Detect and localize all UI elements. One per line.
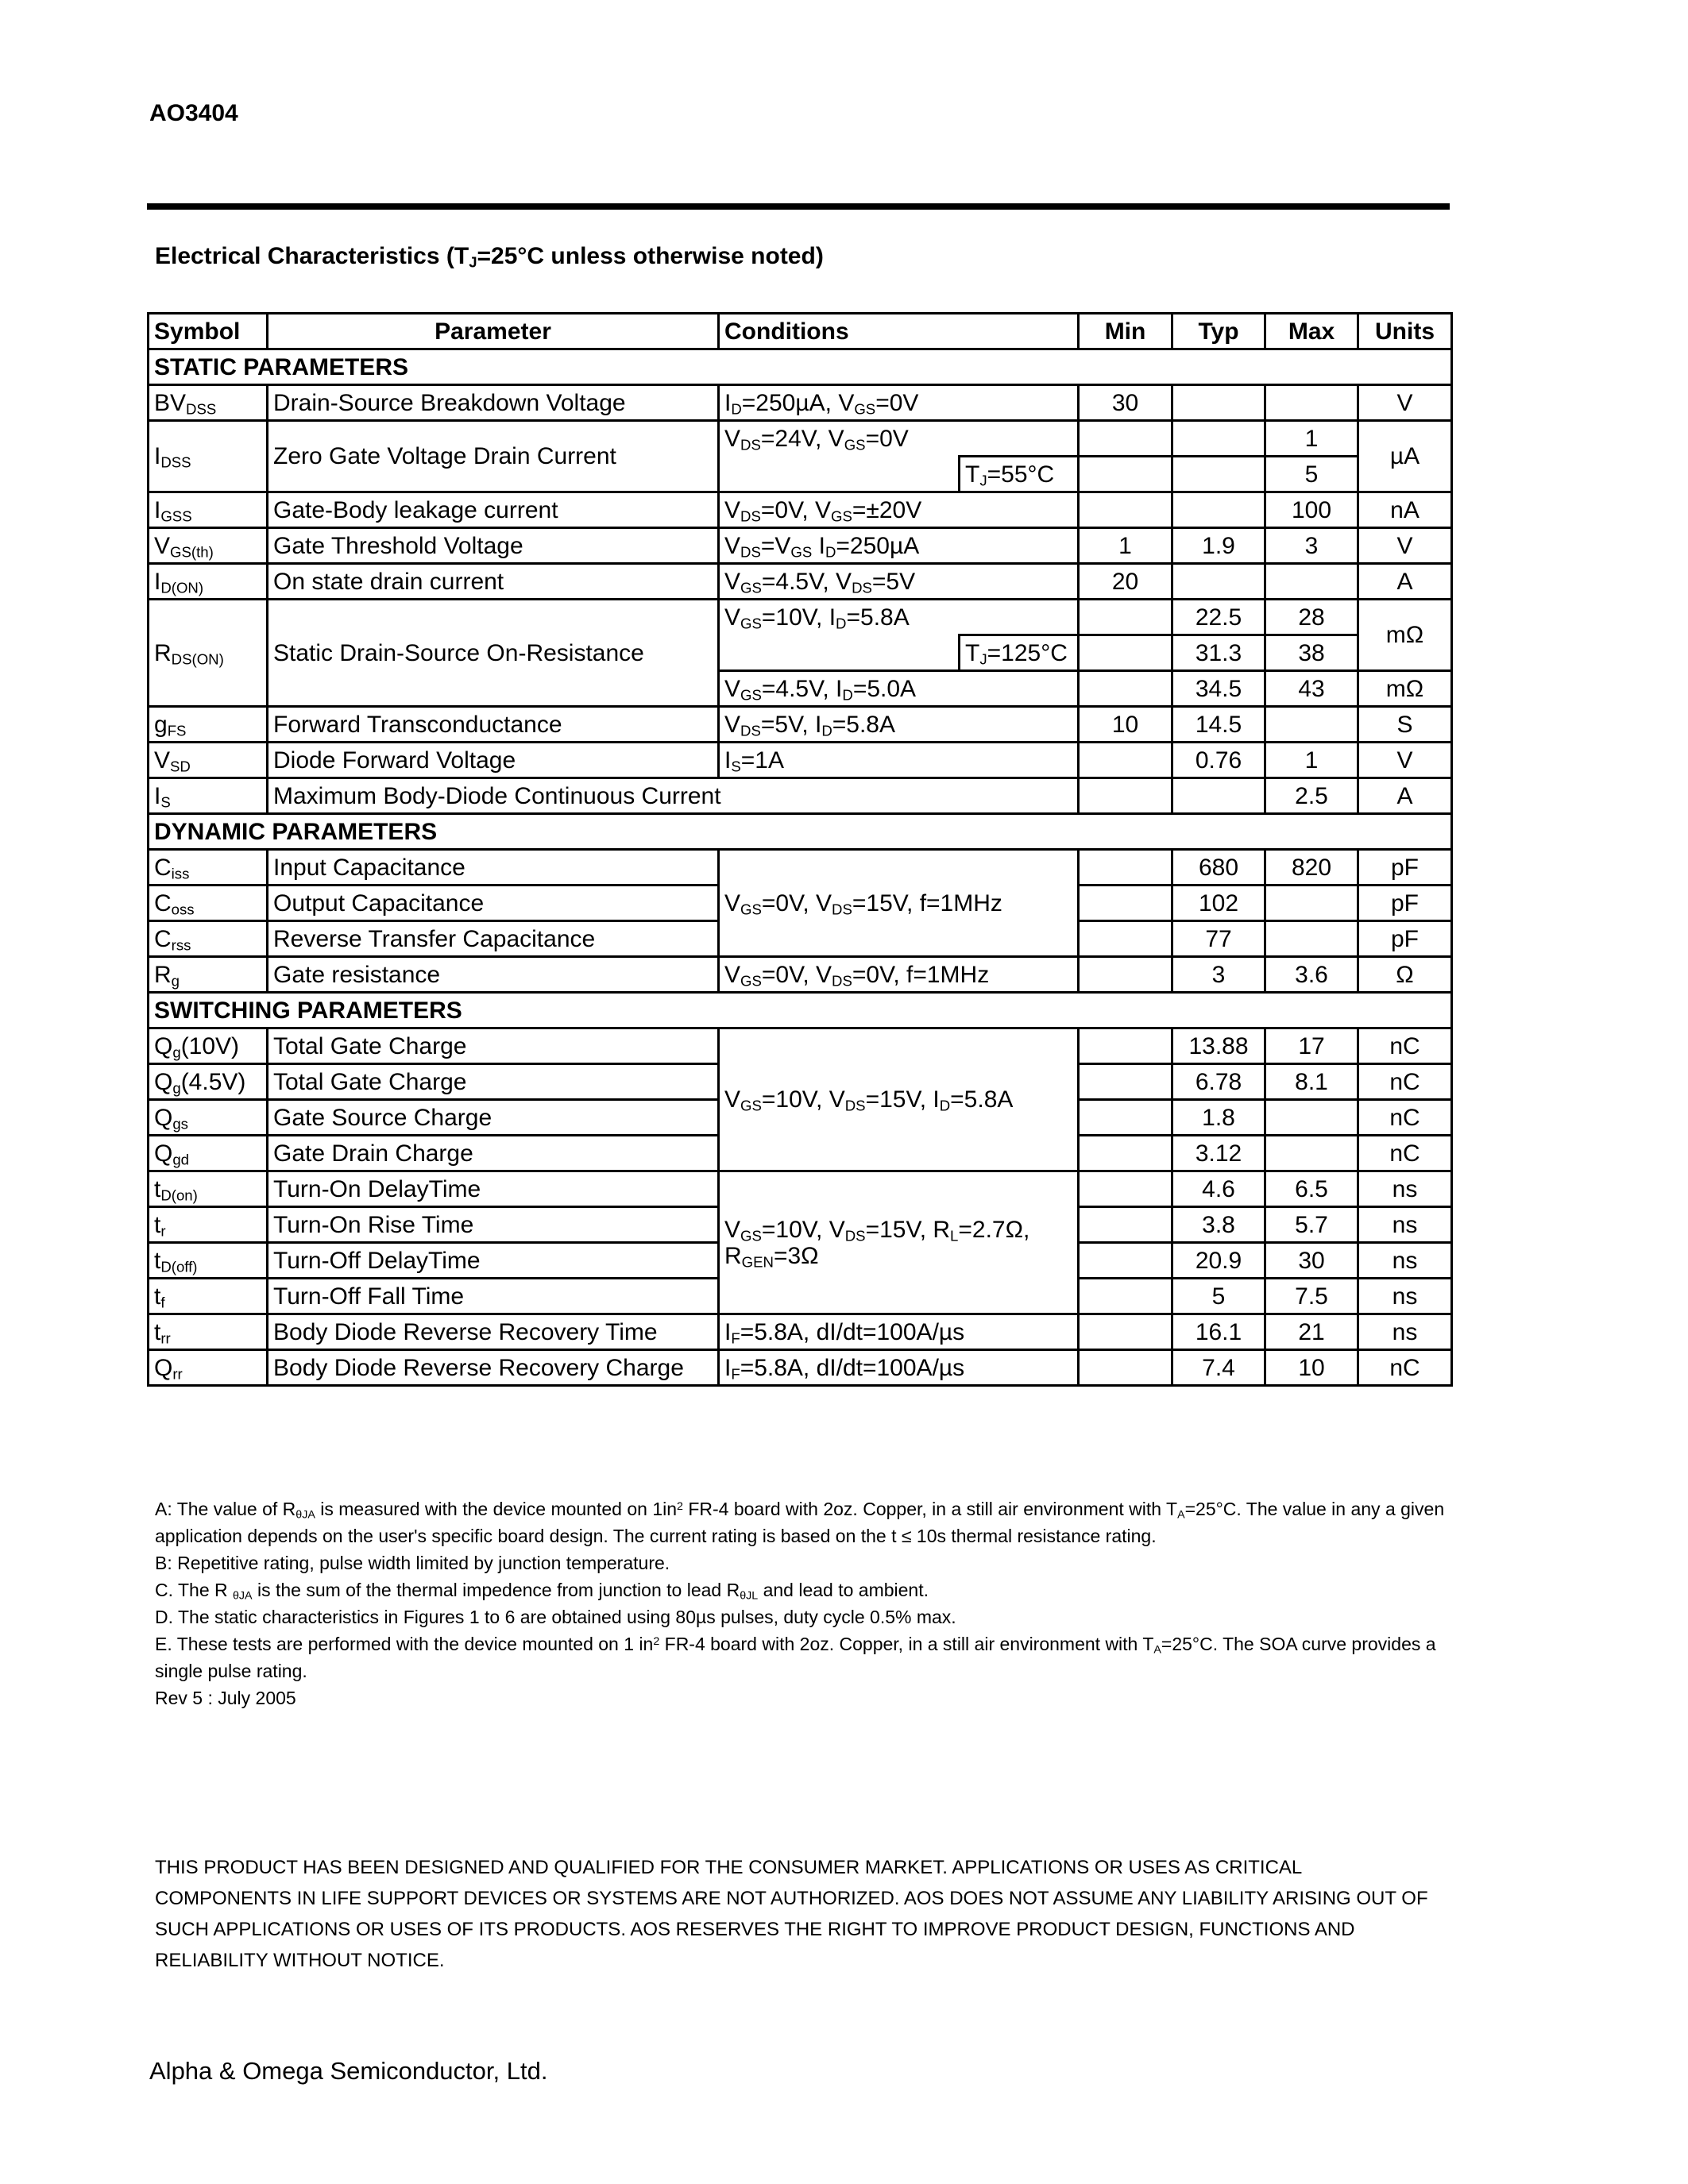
max-cell: 3	[1265, 528, 1358, 564]
typ-cell: 5	[1172, 1279, 1265, 1314]
condition-tj-cell: $T_J=125^\circ C$	[960, 635, 1079, 671]
section-row	[149, 349, 1452, 385]
parameter-cell: Gate Drain Charge	[268, 1136, 719, 1171]
max-cell	[1265, 707, 1358, 743]
section-switching: SWITCHING PARAMETERS	[149, 993, 1452, 1028]
max-cell: 820	[1265, 850, 1358, 886]
typ-cell	[1172, 457, 1265, 492]
symbol-cell: $C_{rss}$	[149, 921, 268, 957]
parameter-cell: Gate Source Charge	[268, 1100, 719, 1136]
max-cell: 100	[1265, 492, 1358, 528]
parameter-cell: Body Diode Reverse Recovery Time	[268, 1314, 719, 1350]
units-cell: ns	[1358, 1207, 1452, 1243]
units-cell: ns	[1358, 1279, 1452, 1314]
max-cell: 6.5	[1265, 1171, 1358, 1207]
symbol-cell: $Q_{gd}$	[149, 1136, 268, 1171]
condition-cell: $V_{DS}=5V$, $I_D=5.8A$	[719, 707, 1079, 743]
symbol-cell: $C_{iss}$	[149, 850, 268, 886]
disclaimer: THIS PRODUCT HAS BEEN DESIGNED AND QUALIFIED FOR THE CONSUMER MARKET. APPLICATIONS OR USES AS CRITICAL COMPONENTS IN LIFE SUPPORT DEVICES OR SYSTEMS ARE NOT AUTHORIZED. AOS DOES NOT ASSUME ANY LIABILITY ARISING OUT OF SUCH APPLICATIONS OR USES OF ITS PRODUCTS. AOS RESERVES THE RIGHT TO IMPROVE PRODUCT DESIGN, FUNCTIONS AND RELIABILITY WITHOUT NOTICE.	[155, 1857, 1428, 1971]
section-title: Electrical Characteristics ($T_J=25^\circ C$ unless otherwise noted)	[155, 243, 824, 271]
note-e: E. These tests are performed with the device mounted on 1 $in^2$ FR-4 board with 2oz. Copper, in a still air environment with $T_A=25^\circ C$. The SOA curve provides a single pulse rating.	[155, 1634, 1436, 1681]
units-cell: A	[1358, 564, 1452, 600]
table-row	[149, 957, 1452, 993]
condition-cell: $V_{DS}=V_{GS}$ $I_D=250\mu A$	[719, 528, 1079, 564]
min-cell	[1079, 457, 1172, 492]
min-cell	[1079, 886, 1172, 921]
min-cell: 10	[1079, 707, 1172, 743]
min-cell: 20	[1079, 564, 1172, 600]
header-parameter: Parameter	[268, 314, 719, 349]
condition-line-2: $R_{GEN}=3\Omega$	[724, 1242, 819, 1271]
note-a: A: The value of $R_{\theta JA}$ is measured with the device mounted on $1in^2$ FR-4 board with 2oz. Copper, in a still air environment with $T_A=25^\circ C$. The value in any a given application depends on the user's specific board design. The current rating is based on the t ≤ 10s thermal resistance rating.	[155, 1499, 1445, 1546]
condition-cell: $V_{GS}=10V$, $I_D=5.8A$	[719, 600, 1079, 635]
units-cell: nC	[1358, 1100, 1452, 1136]
header-rule	[147, 203, 1450, 210]
max-cell: 38	[1265, 635, 1358, 671]
condition-cell: $I_S=1A$	[719, 743, 1079, 778]
max-cell: 2.5	[1265, 778, 1358, 814]
symbol-cell: $I_{GSS}$	[149, 492, 268, 528]
parameter-cell: Turn-Off Fall Time	[268, 1279, 719, 1314]
min-cell	[1079, 635, 1172, 671]
table-row	[149, 421, 1452, 457]
table-row	[149, 1314, 1452, 1350]
symbol-cell: $g_{FS}$	[149, 707, 268, 743]
typ-cell	[1172, 778, 1265, 814]
revision: Rev 5 : July 2005	[155, 1688, 296, 1708]
max-cell: 30	[1265, 1243, 1358, 1279]
min-cell: 1	[1079, 528, 1172, 564]
min-cell	[1079, 492, 1172, 528]
parameter-cell: Zero Gate Voltage Drain Current	[268, 421, 719, 492]
condition-cell: $V_{GS}=0V$, $V_{DS}=0V$, f=1MHz	[719, 957, 1079, 993]
units-cell: ns	[1358, 1314, 1452, 1350]
table-row	[149, 850, 1452, 886]
symbol-cell: $Q_{rr}$	[149, 1350, 268, 1386]
table-row	[149, 600, 1452, 635]
units-cell: µA	[1358, 421, 1452, 492]
note-b: B: Repetitive rating, pulse width limited by junction temperature.	[155, 1553, 670, 1573]
typ-cell: 4.6	[1172, 1171, 1265, 1207]
parameter-cell: Diode Forward Voltage	[268, 743, 719, 778]
max-cell: 8.1	[1265, 1064, 1358, 1100]
max-cell: 21	[1265, 1314, 1358, 1350]
typ-cell: 7.4	[1172, 1350, 1265, 1386]
parameter-cell: Forward Transconductance	[268, 707, 719, 743]
table-row	[149, 743, 1452, 778]
max-cell: 17	[1265, 1028, 1358, 1064]
units-cell: nA	[1358, 492, 1452, 528]
units-cell: ns	[1358, 1243, 1452, 1279]
section-row	[149, 993, 1452, 1028]
typ-cell: 3.12	[1172, 1136, 1265, 1171]
part-number: AO3404	[149, 100, 238, 126]
note-c: C. The R $_{\theta JA}$ is the sum of the thermal impedence from junction to lead $R_{\theta JL}$ and lead to ambient.	[155, 1580, 929, 1603]
max-cell: 1	[1265, 743, 1358, 778]
min-cell	[1079, 421, 1172, 457]
symbol-cell: $Q_g(10V)$	[149, 1028, 268, 1064]
min-cell	[1079, 778, 1172, 814]
parameter-cell: Gate resistance	[268, 957, 719, 993]
header-min: Min	[1079, 314, 1172, 349]
symbol-cell: $I_{DSS}$	[149, 421, 268, 492]
table-row	[149, 707, 1452, 743]
note-d: D. The static characteristics in Figures 1 to 6 are obtained using 80µs pulses, duty cycle 0.5% max.	[155, 1607, 956, 1627]
symbol-cell: $t_f$	[149, 1279, 268, 1314]
symbol-cell: $t_{D(off)}$	[149, 1243, 268, 1279]
min-cell	[1079, 600, 1172, 635]
typ-cell: 16.1	[1172, 1314, 1265, 1350]
table-row	[149, 1350, 1452, 1386]
symbol-cell: $V_{GS(th)}$	[149, 528, 268, 564]
units-cell: nC	[1358, 1064, 1452, 1100]
section-dynamic: DYNAMIC PARAMETERS	[149, 814, 1452, 850]
parameter-cell: Drain-Source Breakdown Voltage	[268, 385, 719, 421]
parameter-cell: Turn-Off DelayTime	[268, 1243, 719, 1279]
typ-cell: 680	[1172, 850, 1265, 886]
table-row	[149, 528, 1452, 564]
units-cell: mΩ	[1358, 671, 1452, 707]
parameter-cell: Gate Threshold Voltage	[268, 528, 719, 564]
units-cell: nC	[1358, 1028, 1452, 1064]
typ-cell: 1.9	[1172, 528, 1265, 564]
max-cell: 5.7	[1265, 1207, 1358, 1243]
typ-cell	[1172, 564, 1265, 600]
min-cell	[1079, 671, 1172, 707]
max-cell	[1265, 1100, 1358, 1136]
header-typ: Typ	[1172, 314, 1265, 349]
parameter-cell: Static Drain-Source On-Resistance	[268, 600, 719, 707]
min-cell	[1079, 1064, 1172, 1100]
typ-cell	[1172, 385, 1265, 421]
units-cell: A	[1358, 778, 1452, 814]
typ-cell: 34.5	[1172, 671, 1265, 707]
max-cell: 3.6	[1265, 957, 1358, 993]
min-cell	[1079, 1028, 1172, 1064]
units-cell: mΩ	[1358, 600, 1452, 671]
typ-cell: 31.3	[1172, 635, 1265, 671]
min-cell	[1079, 1171, 1172, 1207]
condition-cell	[719, 1171, 1079, 1314]
condition-cell: $V_{GS}=0V$, $V_{DS}=15V$, f=1MHz	[719, 850, 1079, 957]
min-cell	[1079, 1350, 1172, 1386]
units-cell: pF	[1358, 850, 1452, 886]
typ-cell: 1.8	[1172, 1100, 1265, 1136]
max-cell: 7.5	[1265, 1279, 1358, 1314]
condition-cell: $I_F=5.8A$, dI/dt=100A/µs	[719, 1350, 1079, 1386]
units-cell: pF	[1358, 886, 1452, 921]
min-cell	[1079, 1279, 1172, 1314]
electrical-characteristics-table	[147, 312, 1453, 1387]
typ-cell: 3.8	[1172, 1207, 1265, 1243]
min-cell: 30	[1079, 385, 1172, 421]
typ-cell: 6.78	[1172, 1064, 1265, 1100]
parameter-cell: Total Gate Charge	[268, 1064, 719, 1100]
max-cell: 43	[1265, 671, 1358, 707]
symbol-cell: $I_{D(ON)}$	[149, 564, 268, 600]
typ-cell	[1172, 492, 1265, 528]
min-cell	[1079, 1314, 1172, 1350]
parameter-cell: Turn-On Rise Time	[268, 1207, 719, 1243]
company-name: Alpha & Omega Semiconductor, Ltd.	[149, 2057, 548, 2085]
parameter-cell: Total Gate Charge	[268, 1028, 719, 1064]
typ-cell: 14.5	[1172, 707, 1265, 743]
units-cell: V	[1358, 743, 1452, 778]
max-cell: 1	[1265, 421, 1358, 457]
typ-cell: 22.5	[1172, 600, 1265, 635]
section-row	[149, 814, 1452, 850]
units-cell: V	[1358, 385, 1452, 421]
units-cell: nC	[1358, 1136, 1452, 1171]
condition-cell: $I_F=5.8A$, dI/dt=100A/µs	[719, 1314, 1079, 1350]
symbol-cell: $C_{oss}$	[149, 886, 268, 921]
min-cell	[1079, 957, 1172, 993]
symbol-cell: $Q_g(4.5V)$	[149, 1064, 268, 1100]
units-cell: V	[1358, 528, 1452, 564]
condition-cell: $V_{GS}=4.5V$, $I_D=5.0A$	[719, 671, 1079, 707]
table-row	[149, 1028, 1452, 1064]
symbol-cell: $t_{D(on)}$	[149, 1171, 268, 1207]
table-row	[149, 385, 1452, 421]
typ-cell: 0.76	[1172, 743, 1265, 778]
max-cell: 10	[1265, 1350, 1358, 1386]
parameter-cell: Reverse Transfer Capacitance	[268, 921, 719, 957]
parameter-cell: Maximum Body-Diode Continuous Current	[268, 778, 1079, 814]
parameter-cell: On state drain current	[268, 564, 719, 600]
symbol-cell: $R_g$	[149, 957, 268, 993]
typ-cell: 3	[1172, 957, 1265, 993]
units-cell: pF	[1358, 921, 1452, 957]
condition-cell: $V_{GS}=10V$, $V_{DS}=15V$, $I_D=5.8A$	[719, 1028, 1079, 1171]
parameter-cell: Output Capacitance	[268, 886, 719, 921]
symbol-cell: $I_S$	[149, 778, 268, 814]
min-cell	[1079, 850, 1172, 886]
header-conditions: Conditions	[719, 314, 1079, 349]
parameter-cell: Turn-On DelayTime	[268, 1171, 719, 1207]
condition-line-1: $V_{GS}=10V$, $V_{DS}=15V$, $R_L=2.7\Omega$,	[724, 1216, 1030, 1244]
min-cell	[1079, 1207, 1172, 1243]
condition-cell: $V_{DS}=0V$, $V_{GS}=\pm 20V$	[719, 492, 1079, 528]
units-cell: ns	[1358, 1171, 1452, 1207]
condition-cell: $I_D=250\mu A$, $V_{GS}=0V$	[719, 385, 1079, 421]
symbol-cell: $BV_{DSS}$	[149, 385, 268, 421]
parameter-cell: Body Diode Reverse Recovery Charge	[268, 1350, 719, 1386]
max-cell: 28	[1265, 600, 1358, 635]
header-max: Max	[1265, 314, 1358, 349]
table-row	[149, 1171, 1452, 1207]
condition-cell: $V_{DS}=24V$, $V_{GS}=0V$	[719, 421, 1079, 457]
min-cell	[1079, 921, 1172, 957]
min-cell	[1079, 1136, 1172, 1171]
units-cell: nC	[1358, 1350, 1452, 1386]
symbol-cell: $Q_{gs}$	[149, 1100, 268, 1136]
condition-cell: $V_{GS}=4.5V$, $V_{DS}=5V$	[719, 564, 1079, 600]
parameter-cell: Input Capacitance	[268, 850, 719, 886]
max-cell	[1265, 385, 1358, 421]
condition-tj-cell: $T_J=55^\circ C$	[960, 457, 1079, 492]
symbol-cell: $R_{DS(ON)}$	[149, 600, 268, 707]
min-cell	[1079, 1243, 1172, 1279]
max-cell	[1265, 886, 1358, 921]
condition-spacer	[719, 457, 960, 492]
footnotes	[155, 1495, 1458, 1711]
typ-cell: 20.9	[1172, 1243, 1265, 1279]
parameter-cell: Gate-Body leakage current	[268, 492, 719, 528]
min-cell	[1079, 743, 1172, 778]
symbol-cell: $t_{rr}$	[149, 1314, 268, 1350]
min-cell	[1079, 1100, 1172, 1136]
typ-cell	[1172, 421, 1265, 457]
table-row	[149, 564, 1452, 600]
max-cell: 5	[1265, 457, 1358, 492]
symbol-cell: $t_r$	[149, 1207, 268, 1243]
header-units: Units	[1358, 314, 1452, 349]
symbol-cell: $V_{SD}$	[149, 743, 268, 778]
units-cell: Ω	[1358, 957, 1452, 993]
section-static: STATIC PARAMETERS	[149, 349, 1452, 385]
typ-cell: 102	[1172, 886, 1265, 921]
typ-cell: 77	[1172, 921, 1265, 957]
max-cell	[1265, 921, 1358, 957]
header-symbol: Symbol	[149, 314, 268, 349]
table-row	[149, 492, 1452, 528]
table-row	[149, 778, 1452, 814]
max-cell	[1265, 564, 1358, 600]
condition-spacer	[719, 635, 960, 671]
max-cell	[1265, 1136, 1358, 1171]
units-cell: S	[1358, 707, 1452, 743]
header-row	[149, 314, 1452, 349]
typ-cell: 13.88	[1172, 1028, 1265, 1064]
